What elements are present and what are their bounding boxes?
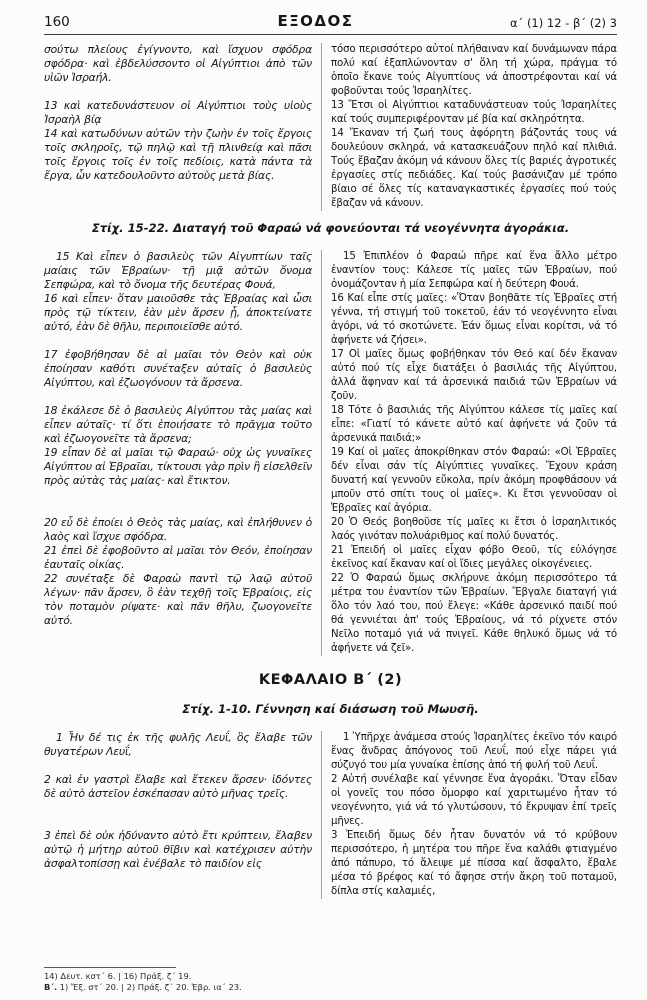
verse-row <box>44 43 617 99</box>
verse-16-translation: 16 Καί εἶπε στίς μαῖες: «Ὅταν βοηθᾶτε τίς Ἑβραῖες στή γέννα, τή στιγμή τοῦ τοκετοῦ, ἐάν τό νεογέννητο εἶναι ἀγόρι, νά τό σκοτώνετε. Ἐάν ὅμως εἶναι κορίτσι, νά τό ἀφήνετε νά ζήσει». <box>331 293 617 346</box>
footnote-line-2-text: 1) Ἔξ. στ΄ 20. | 2) Πράξ. ζ΄ 20. Ἑβρ. ια΄ 23. <box>59 981 242 992</box>
verse-row <box>44 572 617 656</box>
section-heading-15-22: Στίχ. 15-22. Διαταγή τοῦ Φαραώ νά φονεύονται τά νεογέννητα ἀγοράκια. <box>91 221 570 235</box>
verse-22-original: 22 συνέταξε δὲ Φαραὼ παντὶ τῷ λαῷ αὐτοῦ λέγων· πᾶν ἄρσεν, ὃ ἐὰν τεχθῇ τοῖς Ἑβραίοις, εἰς τὸν ποταμὸν ρίψατε· καὶ πᾶν θῆλυ, ζωογονεῖτε αὐτό. <box>44 572 312 627</box>
verse-14-original: 14 καὶ κατωδύνων αὐτῶν τὴν ζωὴν ἐν τοῖς ἔργοις τοῖς σκληροῖς, τῷ πηλῷ καὶ τῇ πλινθείᾳ καὶ πᾶσι τοῖς ἔργοις τοῖς ἐν τοῖς πεδίοις, κατὰ πάντα τὰ ἔργα, ὧν κατεδουλοῦντο αὐτοὺς μετὰ βίας. <box>44 127 312 182</box>
ch2-verse-1-translation: 1 Ὑπῆρχε ἀνάμεσα στούς Ἰσραηλίτες ἐκεῖνο τόν καιρό ἕνας ἄνδρας ἀπόγονος τοῦ Λευΐ, πού εἶχε πάρει γιά σύζυγό του μία γυναίκα ἐπίσης ἀπό τή φυλή τοῦ Λευΐ. <box>331 732 617 771</box>
section-verses-ch2-1-3 <box>44 731 617 899</box>
verse-13-original: 13 καὶ κατεδυνάστευον οἱ Αἰγύπτιοι τοὺς υἱοὺς Ἰσραὴλ βίᾳ <box>44 99 312 126</box>
verse-12cont-translation: τόσο περισσότερο αὐτοί πλήθαιναν καί δυνάμωναν πάρα πολύ καί ἐξαπλώνονταν σ' ὅλη τή χώρα, πράγμα τό ὁποῖο ἔκανε τούς Αἰγυπτίους νά ἀποστρέφονται καί νά φοβοῦνται τούς Ἰσραηλίτες. <box>331 44 617 97</box>
section-verses-12-14 <box>44 43 617 211</box>
verse-19-translation: 19 Καί οἱ μαῖες ἀποκρίθηκαν στόν Φαραώ: «Οἱ Ἑβραῖες δέν εἶναι σάν τίς Αἰγύπτιες γυναῖκες. Ἔχουν κράση δυνατή καί γεννοῦν εὔκολα, πρίν ἀκόμη προφθάσουν νά μποῦν στό σπίτι τους οἱ μαῖες». Κι ἔτσι γεννοῦσαν οἱ Ἑβραῖες καί ἀγόρια. <box>331 447 617 514</box>
footnote-line-2 <box>44 982 617 993</box>
verse-row <box>44 544 617 572</box>
footnote-chapter-label: Β΄. <box>44 981 58 992</box>
verse-range-reference: α΄ (1) 12 - β΄ (2) 3 <box>509 16 617 30</box>
verse-row <box>44 516 617 544</box>
verse-row <box>44 773 617 829</box>
verse-row <box>44 829 617 899</box>
verse-21-original: 21 ἐπεὶ δὲ ἐφοβοῦντο αἱ μαῖαι τὸν Θεόν, ἐποίησαν ἑαυταῖς οἰκίας. <box>44 544 312 571</box>
verse-row <box>44 292 617 348</box>
section-verses-15-22 <box>44 250 617 656</box>
footnote-line-1: 14) Δευτ. κστ΄ 6. | 16) Πράξ. ζ΄ 19. <box>44 971 192 981</box>
chapter-heading: ΚΕΦΑΛΑΙΟ Β΄ (2) <box>258 672 403 688</box>
verse-14-translation: 14 Ἔκαναν τή ζωή τους ἀφόρητη βάζοντάς τους νά δουλεύουν σκληρά, νά κατασκευάζουν πηλό καί πλιθιά. Τούς ἔβαζαν ἀκόμη νά κάνουν ὅλες τίς βαριές ἀγροτικές ἐργασίες στίς πεδιάδες. Καί τούς βασάνιζαν μέ τρόπο βίαιο σέ ὅλες τίς καταναγκαστικές ἐργασίες πού τούς ἔβαζαν νά κάνουν. <box>331 128 617 209</box>
verse-13-translation: 13 Ἔτσι οἱ Αἰγύπτιοι καταδυνάστευαν τούς Ἰσραηλίτες καί τούς συμπεριφέρονταν μέ βία καί σκληρότητα. <box>331 100 617 125</box>
verse-21-translation: 21 Ἐπειδή οἱ μαῖες εἶχαν φόβο Θεοῦ, τίς εὐλόγησε ἐκεῖνος καί ἔκαναν καί οἱ ἴδιες μεγάλες οἰκογένειες. <box>331 545 617 570</box>
verse-18-original: 18 ἐκάλεσε δὲ ὁ βασιλεὺς Αἰγύπτου τὰς μαίας καὶ εἶπεν αὐταῖς· τί ὅτι ἐποιήσατε τὸ πρᾶγμα τοῦτο καὶ ἐζωογονεῖτε τὰ ἄρσενα; <box>44 404 312 445</box>
verse-row <box>44 348 617 404</box>
verse-20-translation: 20 Ὁ Θεός βοηθοῦσε τίς μαῖες κι ἔτσι ὁ ἰσραηλιτικός λαός γινόταν πολυάριθμος καί πολύ δυνατός. <box>331 517 617 542</box>
verse-15-original: 15 Καὶ εἶπεν ὁ βασιλεὺς τῶν Αἰγυπτίων ταῖς μαίαις τῶν Ἑβραίων· τῇ μιᾷ αὐτῶν ὄνομα Σεπφώρα, καὶ τὸ ὄνομα τῆς δευτέρας Φουά, <box>44 250 312 291</box>
ch2-verse-3-original: 3 ἐπεὶ δὲ οὐκ ἠδύναντο αὐτὸ ἔτι κρύπτειν, ἔλαβεν αὐτῷ ἡ μήτηρ αὐτοῦ θῖβιν καὶ κατέχρισεν αὐτὴν ἀσφαλτοπίσσῃ καὶ ἐνέβαλε τὸ παιδίον εἰς <box>44 829 312 870</box>
verse-20-original: 20 εὖ δὲ ἐποίει ὁ Θεὸς τὰς μαίας, καὶ ἐπλήθυνεν ὁ λαὸς καὶ ἴσχυε σφόδρα. <box>44 516 312 543</box>
verse-row <box>44 127 617 211</box>
verse-row <box>44 731 617 773</box>
ch2-verse-3-translation: 3 Ἐπειδή ὅμως δέν ἦταν δυνατόν νά τό κρύβουν περισσότερο, ἡ μητέρα του πῆρε ἕνα καλάθι φτιαγμένο ἀπό πάπυρο, τό ἄλειψε μέ πίσσα καί ἄσφαλτο, ἔβαλε μέσα τό βρέφος καί τό ἄφησε στήν ἄκρη τοῦ ποταμοῦ, δίπλα στίς καλαμιές, <box>331 830 617 897</box>
verse-15-translation: 15 Ἐπιπλέον ὁ Φαραώ πῆρε καί ἕνα ἄλλο μέτρο ἐναντίον τους: Κάλεσε τίς μαῖες τῶν Ἑβραίων, πού ὀνομάζονταν ἡ μία Σεπφώρα καί ἡ δεύτερη Φουά. <box>331 251 617 290</box>
verse-row <box>44 250 617 292</box>
ch2-verse-1-original: 1 Ἦν δέ τις ἐκ τῆς φυλῆς Λευΐ, ὃς ἔλαβε τῶν θυγατέρων Λευΐ, <box>44 731 312 758</box>
ch2-verse-2-translation: 2 Αὐτή συνέλαβε καί γέννησε ἕνα ἀγοράκι. Ὅταν εἶδαν οἱ γονεῖς του πόσο ὄμορφο καί χαριτωμένο ἦταν τό νεογέννητο, γιά νά τό γλυτώσουν, τό ἔκρυψαν ἐπί τρεῖς μῆνες. <box>331 774 617 827</box>
section-heading-1-10: Στίχ. 1-10. Γέννηση καί διάσωση τοῦ Μωυσῆ. <box>182 702 479 716</box>
verse-18-translation: 18 Τότε ὁ βασιλιάς τῆς Αἰγύπτου κάλεσε τίς μαῖες καί εἶπε: «Γιατί τό κάνετε αὐτό καί ἀφήνετε νά ζοῦν τά ἀρσενικά παιδιά;» <box>331 405 617 444</box>
verse-17-original: 17 ἐφοβήθησαν δὲ αἱ μαῖαι τὸν Θεὸν καὶ οὐκ ἐποίησαν καθότι συνέταξεν αὐταῖς ὁ βασιλεὺς Αἰγύπτου, καὶ ἐζωογόνουν τὰ ἄρσενα. <box>44 348 312 389</box>
page-number: 160 <box>44 14 70 30</box>
book-title: ΕΞΟΔΟΣ <box>277 12 354 30</box>
verse-17-translation: 17 Οἱ μαῖες ὅμως φοβήθηκαν τόν Θεό καί δέν ἔκαναν αὐτό πού τίς εἶχε διατάξει ὁ βασιλιάς τῆς Αἰγύπτου, ἀλλά ἄφηναν καί τά ἀρσενικά παιδιά τῶν Ἑβραίων νά ζοῦν. <box>331 349 617 402</box>
page-header <box>44 12 617 35</box>
verse-row <box>44 99 617 127</box>
ch2-verse-2-original: 2 καὶ ἐν γαστρὶ ἔλαβε καὶ ἔτεκεν ἄρσεν· ἰδόντες δὲ αὐτὸ ἀστεῖον ἐσκέπασαν αὐτὸ μῆνας τρεῖς. <box>44 773 312 800</box>
verse-22-translation: 22 Ὁ Φαραώ ὅμως σκλήρυνε ἀκόμη περισσότερο τά μέτρα του ἐναντίον τῶν Ἑβραίων. Ἔβγαλε διαταγή γιά ὅλο τόν λαό του, πού ἔλεγε: «Κάθε ἀρσενικό παιδί πού θά γεννιέται ἀπ' τούς Ἑβραίους, νά τό ρίχνετε στόν Νεῖλο ποταμό γιά νά πνιγεῖ. Κάθε θηλυκό ὅμως νά τό ἀφήνετε νά ζεῖ». <box>331 573 617 654</box>
verse-19-original: 19 εἶπαν δὲ αἱ μαῖαι τῷ Φαραώ· οὐχ ὡς γυναῖκες Αἰγύπτου αἱ Ἑβραῖαι, τίκτουσι γὰρ πρὶν ἢ εἰσελθεῖν πρὸς αὐτὰς τὰς μαίας· καὶ ἔτικτον. <box>44 446 313 487</box>
verse-16-original: 16 καὶ εἶπεν· ὅταν μαιοῦσθε τὰς Ἑβραίας καὶ ὦσι πρὸς τῷ τίκτειν, ἐὰν μὲν ἄρσεν ᾖ, ἀποκτείνατε αὐτό, ἐὰν δὲ θῆλυ, περιποιεῖσθε αὐτό. <box>44 292 312 333</box>
footnote-rule <box>44 967 176 968</box>
verse-row <box>44 446 617 516</box>
verse-row <box>44 404 617 446</box>
footnotes-block <box>44 961 617 992</box>
verse-12cont-original: σούτω πλείους ἐγίγνοντο, καὶ ἴσχυον σφόδρα σφόδρα· καὶ ἐβδελύσσοντο οἱ Αἰγύπτιοι ἀπὸ τῶν υἱῶν Ἰσραήλ. <box>44 43 312 84</box>
